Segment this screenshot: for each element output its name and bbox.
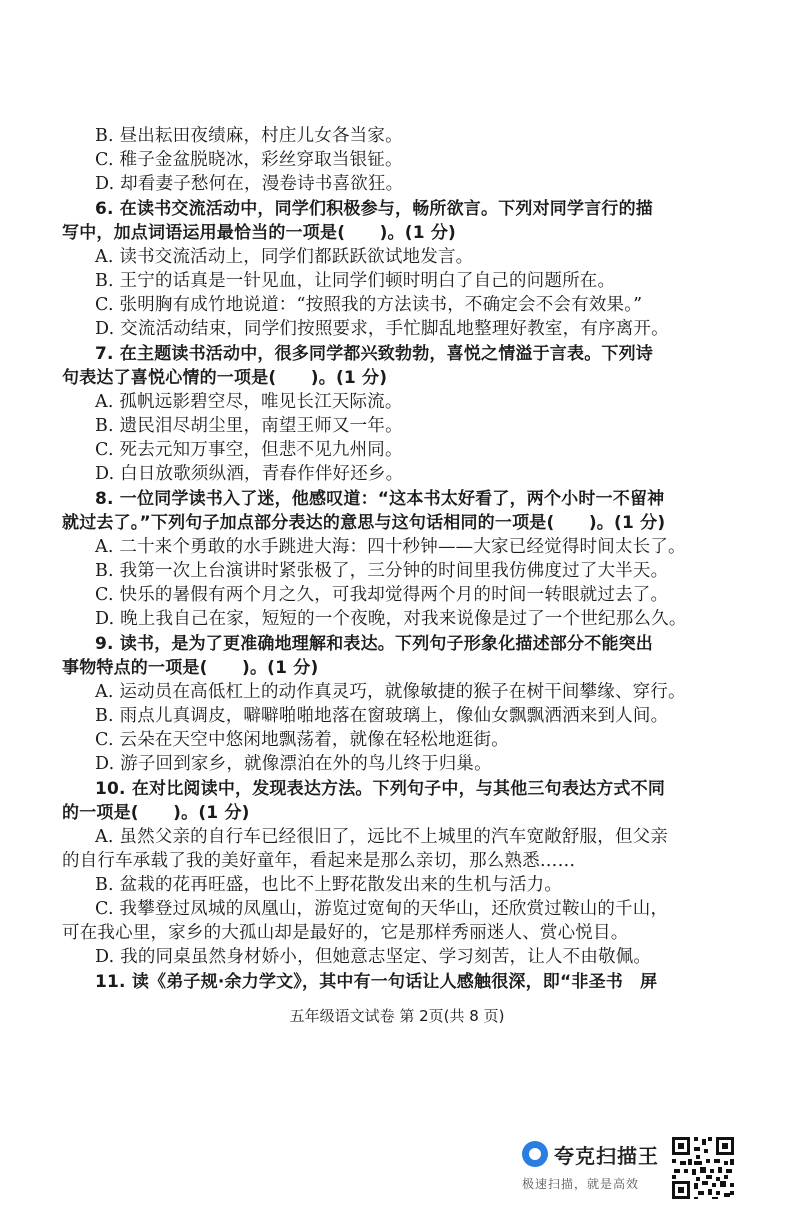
option-5c: C. 稚子金盆脱晓冰，彩丝穿取当银钲。 bbox=[95, 150, 403, 170]
option-6b: B. 王宁的话真是一针见血，让同学们顿时明白了自己的问题所在。 bbox=[95, 271, 616, 291]
question-6-line-1: 6. 在读书交流活动中，同学们积极参与，畅所欲言。下列对同学言行的描 bbox=[95, 199, 654, 219]
question-10-line-1: 10. 在对比阅读中，发现表达方法。下列句子中，与其他三句表达方式不同 bbox=[95, 779, 666, 799]
question-9-line-2: 事物特点的一项是( )。(1 分) bbox=[62, 658, 319, 678]
question-8-line-1: 8. 一位同学读书入了迷，他感叹道：“这本书太好看了，两个小时一不留神 bbox=[95, 489, 665, 509]
question-8-line-2: 就过去了。”下列句子加点部分表达的意思与这句话相同的一项是( )。(1 分) bbox=[62, 513, 666, 533]
option-10c-line-1: C. 我攀登过凤城的凤凰山，游览过宽甸的天华山，还欣赏过鞍山的千山， bbox=[95, 899, 669, 919]
question-7-line-1: 7. 在主题读书活动中，很多同学都兴致勃勃，喜悦之情溢于言表。下列诗 bbox=[95, 344, 654, 364]
question-9-line-1: 9. 读书，是为了更准确地理解和表达。下列句子形象化描述部分不能突出 bbox=[95, 634, 654, 654]
question-11-line-1: 11. 读《弟子规·余力学文》，其中有一句话让人感触很深，即“非圣书 屏 bbox=[95, 972, 658, 992]
option-10a-line-2: 的自行车承载了我的美好童年，看起来是那么亲切，那么熟悉…… bbox=[62, 851, 576, 871]
option-9a: A. 运动员在高低杠上的动作真灵巧，就像敏捷的猴子在树干间攀缘、穿行。 bbox=[95, 682, 686, 702]
option-8a: A. 二十来个勇敢的水手跳进大海：四十秒钟——大家已经觉得时间太长了。 bbox=[95, 537, 686, 557]
option-6c: C. 张明胸有成竹地说道：“按照我的方法读书，不确定会不会有效果。” bbox=[95, 295, 643, 315]
option-7b: B. 遗民泪尽胡尘里，南望王师又一年。 bbox=[95, 416, 403, 436]
option-6d: D. 交流活动结束，同学们按照要求，手忙脚乱地整理好教室，有序离开。 bbox=[95, 319, 669, 339]
option-8d: D. 晚上我自己在家，短短的一个夜晚，对我来说像是过了一个世纪那么久。 bbox=[95, 609, 687, 629]
option-10a-line-1: A. 虽然父亲的自行车已经很旧了，远比不上城里的汽车宽敞舒服，但父亲 bbox=[95, 827, 669, 847]
question-6-line-2: 写中，加点词语运用最恰当的一项是( )。(1 分) bbox=[62, 223, 457, 243]
option-7a: A. 孤帆远影碧空尽，唯见长江天际流。 bbox=[95, 392, 403, 412]
option-5d: D. 却看妻子愁何在，漫卷诗书喜欲狂。 bbox=[95, 174, 404, 194]
option-9b: B. 雨点儿真调皮，噼噼啪啪地落在窗玻璃上，像仙女飘飘洒洒来到人间。 bbox=[95, 706, 669, 726]
option-6a: A. 读书交流活动上，同学们都跃跃欲试地发言。 bbox=[95, 247, 474, 267]
option-9d: D. 游子回到家乡，就像漂泊在外的鸟儿终于归巢。 bbox=[95, 754, 492, 774]
option-7d: D. 白日放歌须纵酒，青春作伴好还乡。 bbox=[95, 464, 404, 484]
page-footer: 五年级语文试卷 第 2页(共 8 页) bbox=[289, 1007, 505, 1025]
option-8c: C. 快乐的暑假有两个月之久，可我却觉得两个月的时间一转眼就过去了。 bbox=[95, 585, 669, 605]
option-10b: B. 盆栽的花再旺盛，也比不上野花散发出来的生机与活力。 bbox=[95, 875, 563, 895]
option-8b: B. 我第一次上台演讲时紧张极了，三分钟的时间里我仿佛度过了大半天。 bbox=[95, 561, 669, 581]
question-7-line-2: 句表达了喜悦心情的一项是( )。(1 分) bbox=[62, 368, 388, 388]
option-5b: B. 昼出耘田夜绩麻，村庄儿女各当家。 bbox=[95, 126, 403, 146]
option-10d: D. 我的同桌虽然身材娇小，但她意志坚定、学习刻苦，让人不由敬佩。 bbox=[95, 947, 652, 967]
scanner-watermark bbox=[522, 1137, 662, 1201]
watermark-brand: 夸克扫描王 bbox=[554, 1144, 659, 1168]
watermark-slogan: 极速扫描，就是高效 bbox=[522, 1177, 640, 1191]
option-7c: C. 死去元知万事空，但悲不见九州同。 bbox=[95, 440, 403, 460]
qr-code-icon bbox=[670, 1135, 736, 1201]
option-9c: C. 云朵在天空中悠闲地飘荡着，就像在轻松地逛街。 bbox=[95, 730, 509, 750]
question-10-line-2: 的一项是( )。(1 分) bbox=[62, 803, 250, 823]
option-10c-line-2: 可在我心里，家乡的大孤山却是最好的，它是那样秀丽迷人、赏心悦目。 bbox=[62, 923, 629, 943]
quark-logo-icon bbox=[522, 1141, 548, 1167]
